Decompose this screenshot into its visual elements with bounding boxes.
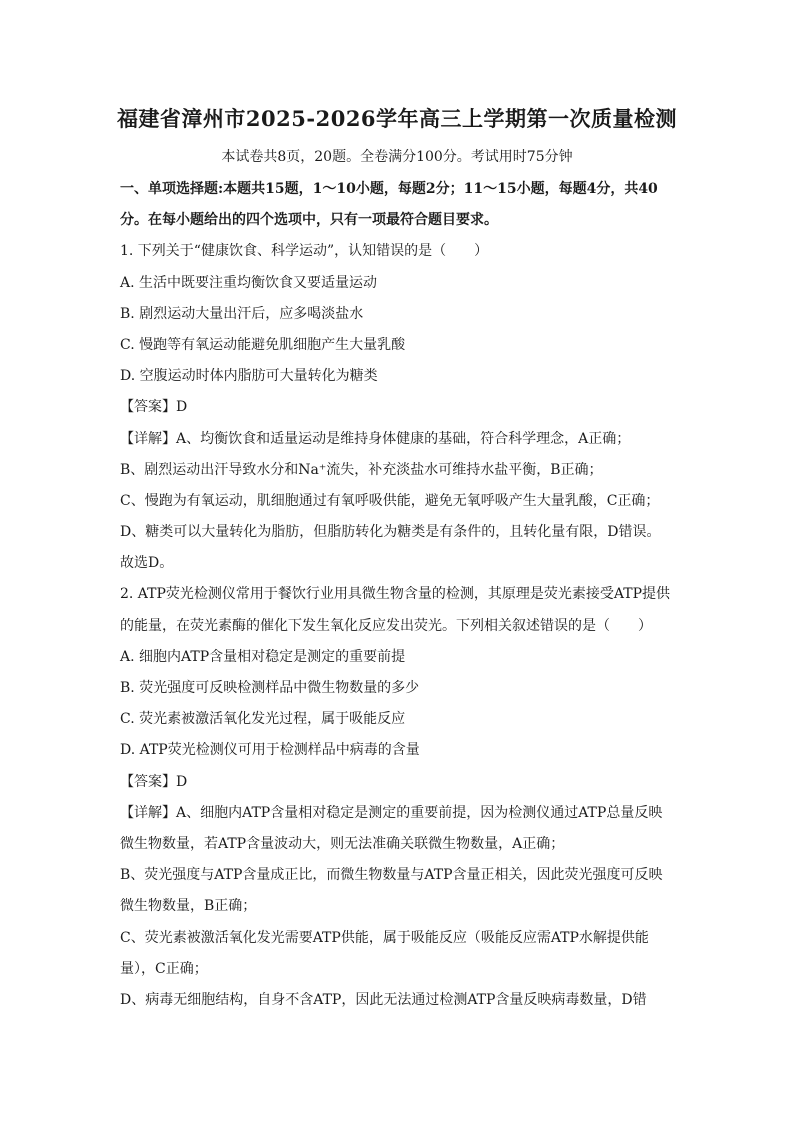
document-subtitle: 本试卷共8页，20题。全卷满分100分。考试用时75分钟: [221, 149, 573, 165]
question-stem: 1. 下列关于“健康饮食、科学运动”，认知错误的是（ ）: [120, 243, 489, 260]
section-heading-line: 一、单项选择题:本题共15题，1～10小题，每题2分；11～15小题，每题4分，共40: [120, 181, 658, 197]
option-line: A. 细胞内ATP含量相对稳定是测定的重要前提: [120, 648, 406, 665]
option-line: D. 空腹运动时体内脂肪可大量转化为糖类: [120, 368, 378, 385]
explanation-line: D、糖类可以大量转化为脂肪，但脂肪转化为糖类是有条件的，且转化量有限，D错误。: [120, 524, 661, 541]
document-body: [120, 174, 680, 1016]
conclusion-line: 故选D。: [120, 555, 174, 572]
answer-line: 【答案】D: [120, 399, 188, 416]
explanation-line: B、剧烈运动出汗导致水分和Na⁺流失，补充淡盐水可维持水盐平衡，B正确；: [120, 461, 603, 478]
explanation-line: 微生物数量，B正确；: [120, 898, 257, 915]
option-line: B. 剧烈运动大量出汗后，应多喝淡盐水: [120, 305, 364, 322]
option-line: C. 慢跑等有氧运动能避免肌细胞产生大量乳酸: [120, 336, 406, 353]
answer-line: 【答案】D: [120, 773, 188, 790]
option-line: A. 生活中既要注重均衡饮食又要适量运动: [120, 274, 378, 291]
explanation-line: 【详解】A、细胞内ATP含量相对稳定是测定的重要前提，因为检测仪通过ATP总量反映: [120, 804, 663, 821]
explanation-line: C、荧光素被激活氧化发光需要ATP供能，属于吸能反应（吸能反应需ATP水解提供能: [120, 929, 649, 946]
question-stem: 的能量，在荧光素酶的催化下发生氧化反应发出荧光。下列相关叙述错误的是（ ）: [120, 617, 652, 634]
document-title: 福建省漳州市2025-2026学年高三上学期第一次质量检测: [116, 106, 678, 131]
explanation-line: 量），C正确；: [120, 960, 208, 977]
section-heading-line: 分。在每小题给出的四个选项中，只有一项最符合题目要求。: [120, 212, 498, 229]
option-line: C. 荧光素被激活氧化发光过程，属于吸能反应: [120, 711, 406, 728]
explanation-line: 微生物数量，若ATP含量波动大，则无法准确关联微生物数量，A正确；: [120, 835, 565, 852]
option-line: B. 荧光强度可反映检测样品中微生物数量的多少: [120, 680, 420, 696]
question-stem: 2. ATP荧光检测仪常用于餐饮行业用具微生物含量的检测，其原理是荧光素接受ATP提供: [120, 586, 671, 603]
explanation-line: 【详解】A、均衡饮食和适量运动是维持身体健康的基础，符合科学理念，A正确；: [120, 430, 631, 447]
option-line: D. ATP荧光检测仪可用于检测样品中病毒的含量: [120, 742, 420, 759]
explanation-line: B、荧光强度与ATP含量成正比，而微生物数量与ATP含量正相关，因此荧光强度可反映: [120, 867, 663, 884]
explanation-line: C、慢跑为有氧运动，肌细胞通过有氧呼吸供能，避免无氧呼吸产生大量乳酸，C正确；: [120, 492, 660, 509]
explanation-line: D、病毒无细胞结构，自身不含ATP，因此无法通过检测ATP含量反映病毒数量，D错: [120, 991, 647, 1008]
